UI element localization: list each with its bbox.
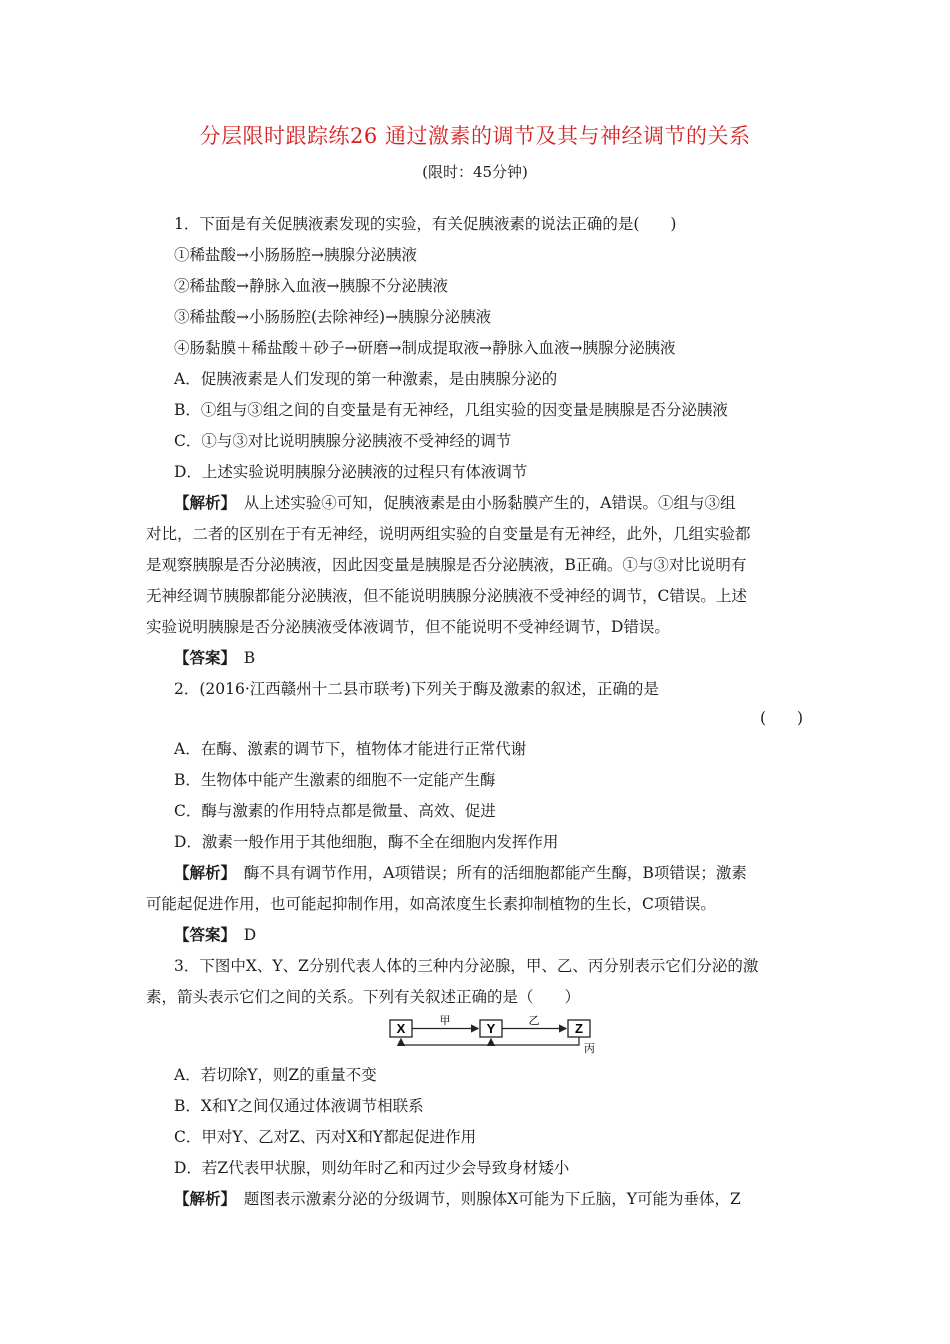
q1-item-3: ③稀盐酸→小肠肠腔(去除神经)→胰腺分泌胰液 xyxy=(174,308,492,326)
q1-analysis-line-5: 实验说明胰腺是否分泌胰液受体液调节，但不能说明不受神经调节，D错误。 xyxy=(146,618,670,636)
q2-answer-label: 【答案】 xyxy=(174,925,229,944)
q1-analysis-line-4: 无神经调节胰腺都能分泌胰液，但不能说明胰腺分泌胰液不受神经的调节，C错误。上述 xyxy=(146,587,747,605)
q2-stem: 2．(2016·江西赣州十二县市联考)下列关于酶及激素的叙述，正确的是 xyxy=(174,680,659,698)
q1-option-d: D．上述实验说明胰腺分泌胰液的过程只有体液调节 xyxy=(174,463,528,481)
gland-x-label: X xyxy=(396,1021,406,1036)
hormone-yi-label: 乙 xyxy=(528,1014,540,1027)
q3-stem-line-1: 3．下图中X、Y、Z分别代表人体的三种内分泌腺，甲、乙、丙分别表示它们分泌的激 xyxy=(174,957,759,975)
q3-option-d: D．若Z代表甲状腺，则幼年时乙和丙过少会导致身材矮小 xyxy=(174,1159,570,1177)
hormone-bing-label: 丙 xyxy=(584,1042,595,1054)
q1-item-1: ①稀盐酸→小肠肠腔→胰腺分泌胰液 xyxy=(174,246,417,264)
q2-option-b: B．生物体中能产生激素的细胞不一定能产生酶 xyxy=(174,771,496,789)
q1-answer-value: B xyxy=(243,649,256,667)
q2-analysis-line-1: 【解析】 酶不具有调节作用，A项错误；所有的活细胞都能产生酶，B项错误；激素 xyxy=(174,863,747,882)
q2-option-a: A．在酶、激素的调节下，植物体才能进行正常代谢 xyxy=(174,740,527,758)
q1-analysis-label: 【解析】 xyxy=(174,493,229,512)
q2-answer-value: D xyxy=(243,926,257,944)
q2-option-c: C．酶与激素的作用特点都是微量、高效、促进 xyxy=(174,802,496,820)
q2-answer-blank: ( ) xyxy=(760,709,804,727)
page-title: 分层限时跟踪练26 通过激素的调节及其与神经调节的关系 xyxy=(199,124,751,148)
q2-analysis-label: 【解析】 xyxy=(174,863,229,882)
q1-option-a: A．促胰液素是人们发现的第一种激素，是由胰腺分泌的 xyxy=(174,370,558,388)
q2-answer xyxy=(174,923,806,945)
q1-analysis-line-3: 是观察胰腺是否分泌胰液，因此因变量是胰腺是否分泌胰液，B正确。①与③对比说明有 xyxy=(146,556,747,574)
hormone-jia-label: 甲 xyxy=(439,1014,451,1027)
q3-option-b: B．X和Y之间仅通过体液调节相联系 xyxy=(174,1097,424,1115)
q3-analysis-line-1: 【解析】 题图表示激素分泌的分级调节，则腺体X可能为下丘脑，Y可能为垂体，Z xyxy=(174,1189,741,1208)
q2-analysis-line-2: 可能起促进作用，也可能起抑制作用，如高浓度生长素抑制植物的生长，C项错误。 xyxy=(146,895,716,913)
feedback-line-to-x xyxy=(401,1037,579,1045)
q1-analysis-line-1: 【解析】 从上述实验④可知，促胰液素是由小肠黏膜产生的，A错误。①组与③组 xyxy=(174,493,736,512)
gland-y-label: Y xyxy=(486,1021,496,1036)
q3-analysis-label: 【解析】 xyxy=(174,1189,229,1208)
gland-z-label: Z xyxy=(575,1021,583,1036)
time-limit: (限时：45分钟) xyxy=(422,163,528,181)
hormone-regulation-diagram xyxy=(388,1014,600,1054)
q1-answer-label: 【答案】 xyxy=(174,648,229,667)
q1-answer xyxy=(174,646,806,668)
q1-analysis-line-2: 对比，二者的区别在于有无神经，说明两组实验的自变量是有无神经，此外，几组实验都 xyxy=(146,525,751,543)
q1-item-4: ④肠黏膜＋稀盐酸＋砂子→研磨→制成提取液→静脉入血液→胰腺分泌胰液 xyxy=(174,339,676,357)
q2-option-d: D．激素一般作用于其他细胞，酶不全在细胞内发挥作用 xyxy=(174,833,559,851)
q3-stem-line-2: 素，箭头表示它们之间的关系。下列有关叙述正确的是（ ） xyxy=(146,988,581,1006)
q1-option-c: C．①与③对比说明胰腺分泌胰液不受神经的调节 xyxy=(174,432,512,450)
q3-option-a: A．若切除Y，则Z的重量不变 xyxy=(174,1066,377,1084)
q1-option-b: B．①组与③组之间的自变量是有无神经，几组实验的因变量是胰腺是否分泌胰液 xyxy=(174,401,728,419)
q1-stem: 1．下面是有关促胰液素发现的实验，有关促胰液素的说法正确的是( ) xyxy=(174,215,677,233)
q1-item-2: ②稀盐酸→静脉入血液→胰腺不分泌胰液 xyxy=(174,277,448,295)
q3-option-c: C．甲对Y、乙对Z、丙对X和Y都起促进作用 xyxy=(174,1128,477,1146)
